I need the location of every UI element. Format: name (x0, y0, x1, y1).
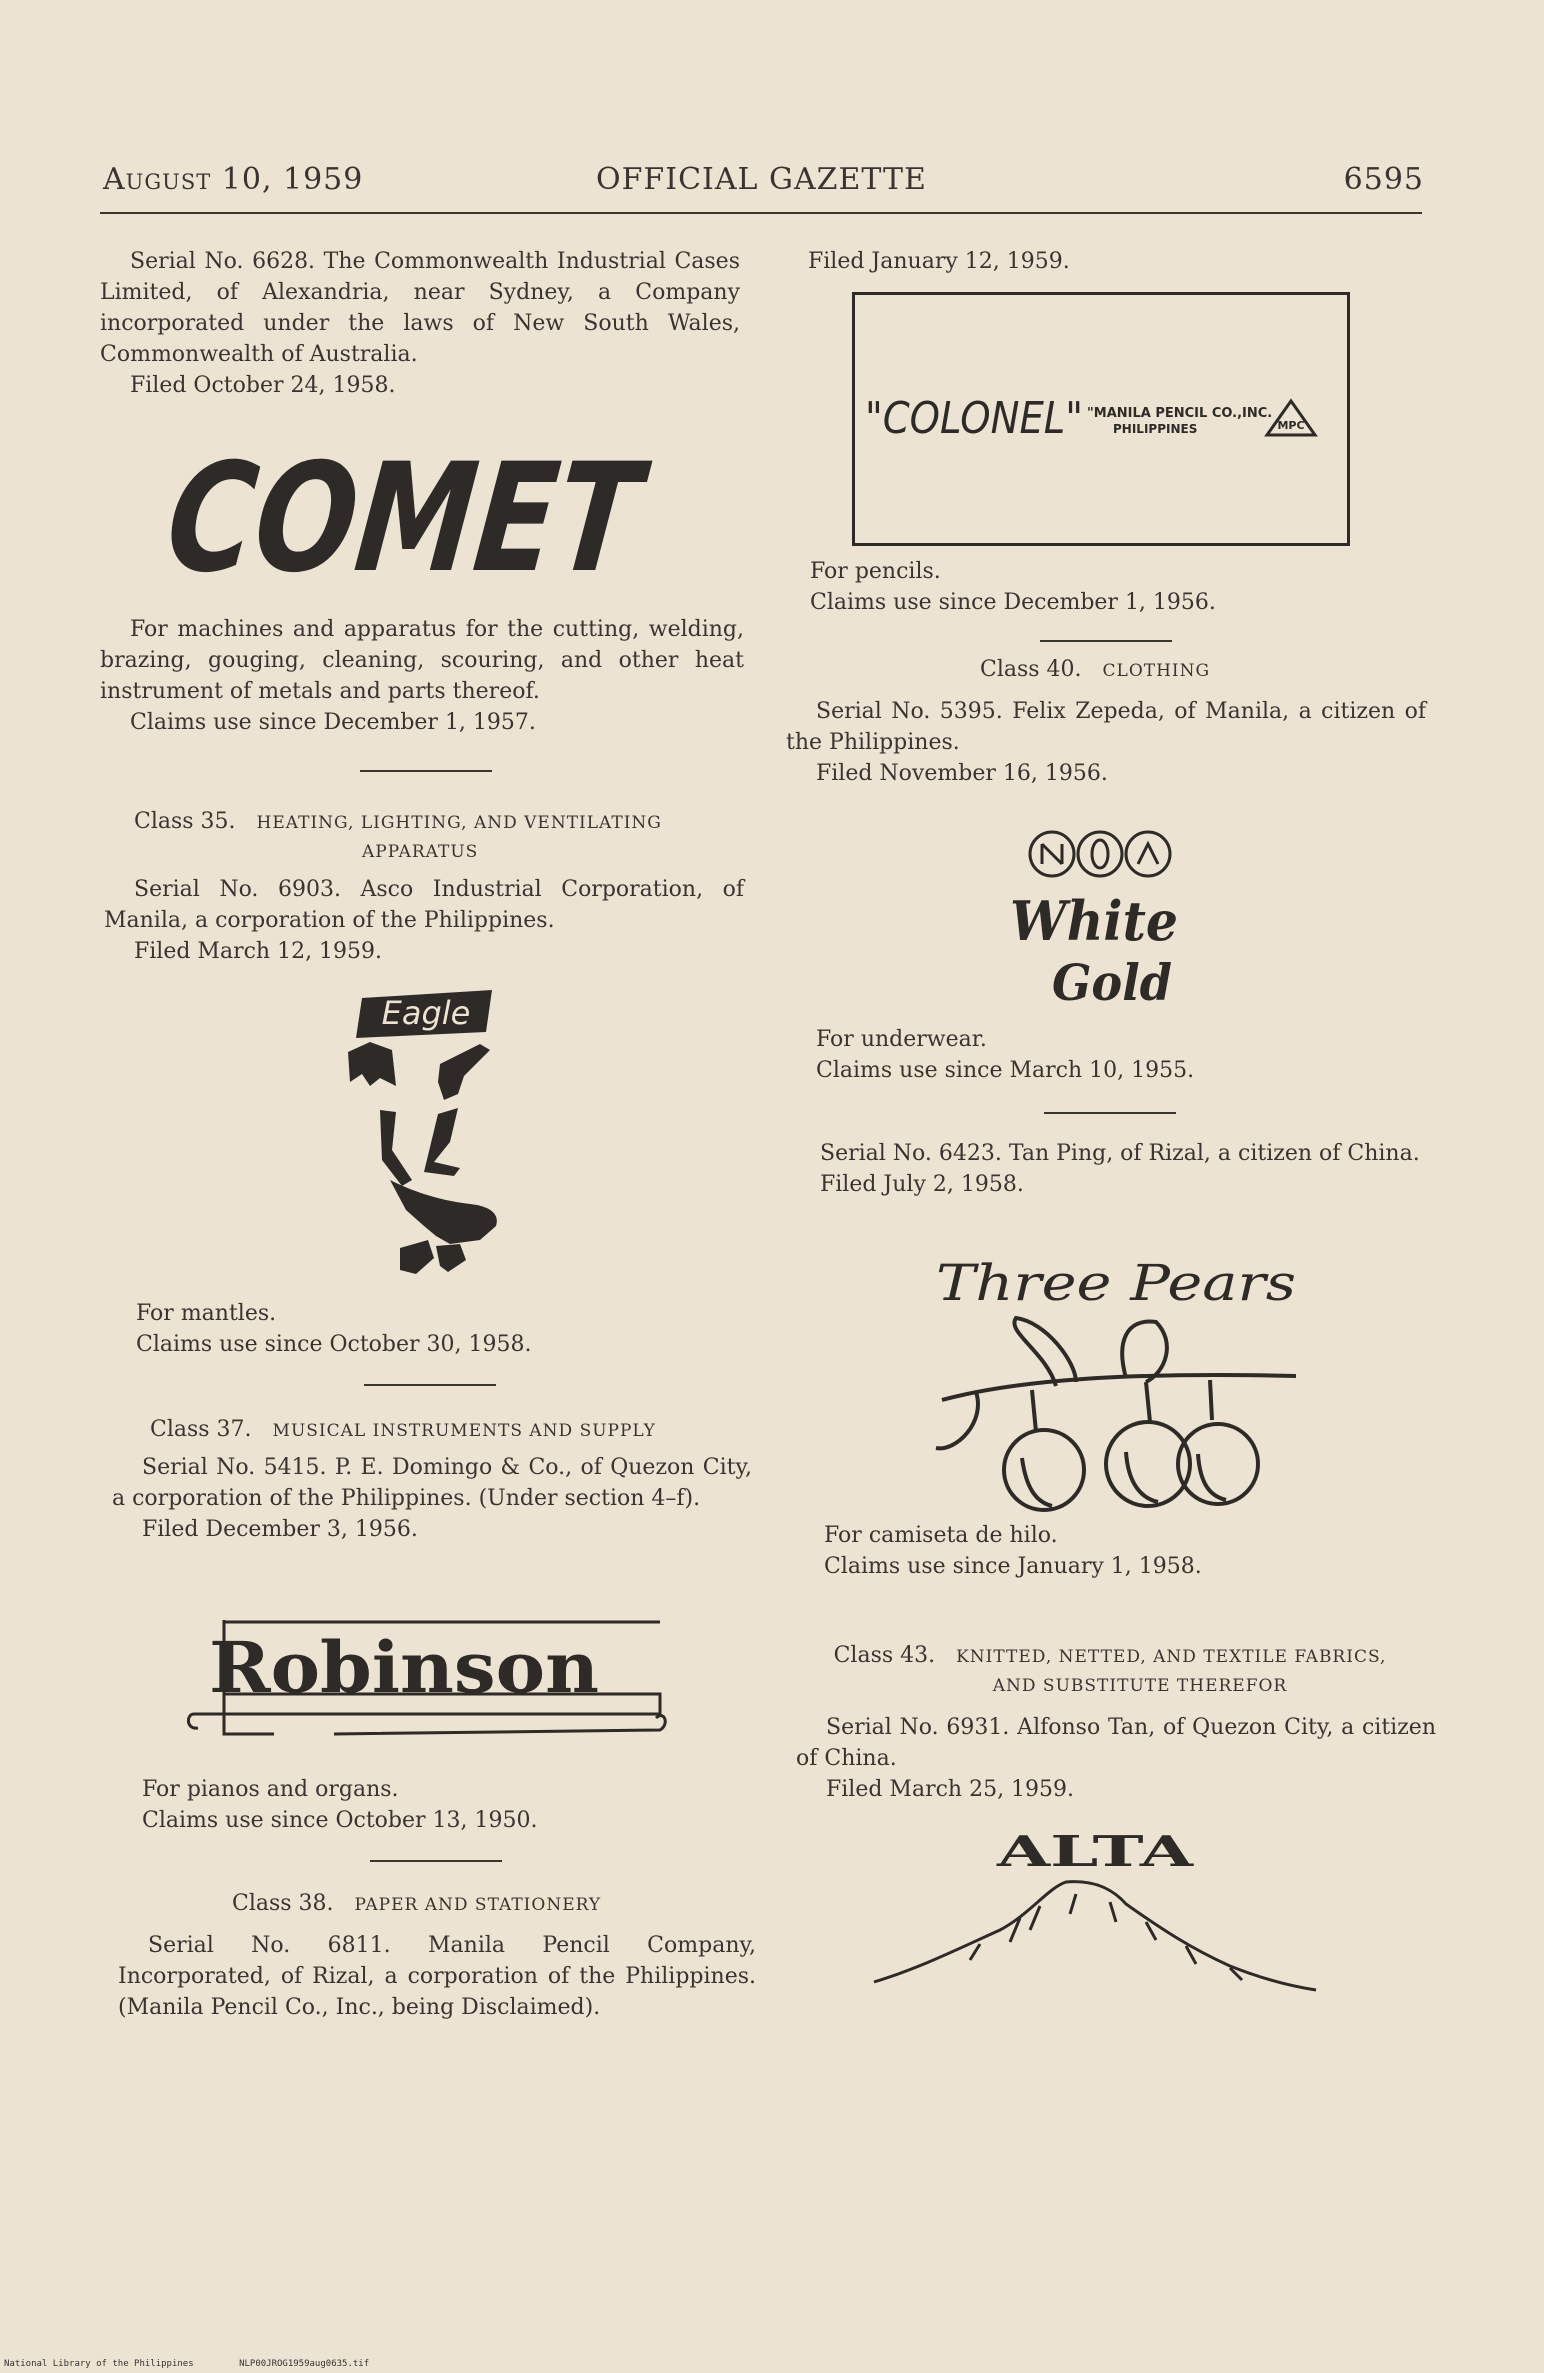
separator-rule (360, 770, 492, 772)
class43-title: KNITTED, NETTED, AND TEXTILE FABRICS, (956, 1647, 1387, 1667)
entry-eagle-description: For mantles. (136, 1301, 277, 1326)
entry-robinson-description: For pianos and organs. (142, 1777, 399, 1802)
threepears-mark-text: Three Pears (936, 1254, 1296, 1312)
colonel-mark-country: PHILIPPINES (1113, 422, 1198, 436)
class38-heading (232, 1888, 752, 1921)
entry-threepears-filed: Filed July 2, 1958. (820, 1172, 1024, 1197)
colonel-trademark (855, 295, 1347, 543)
whitegold-mark-text-white: White (1010, 889, 1178, 953)
separator-rule (364, 1384, 496, 1386)
colonel-trademark-box (852, 292, 1350, 546)
alta-mark-text: ALTA (995, 1827, 1196, 1876)
entry-threepears-desc (824, 1520, 1424, 1582)
entry-eagle-text (104, 874, 744, 967)
colonel-mark-logo: MPC (1277, 419, 1305, 432)
entry-robinson-serial: Serial No. 5415. P. E. Domingo & Co., of Quezon City, a corporation of the Philippines. (Under section 4–f). (112, 1455, 752, 1511)
header-title: OFFICIAL GAZETTE (596, 162, 927, 197)
class40-heading (980, 654, 1420, 687)
entry-alta-filed: Filed March 25, 1959. (826, 1777, 1075, 1802)
colonel-mark-company: "MANILA PENCIL CO.,INC. (1087, 406, 1273, 421)
entry-comet-desc (100, 614, 744, 738)
alta-trademark (870, 1818, 1320, 2008)
robinson-mark-text: Robinson (209, 1626, 599, 1709)
entry-whitegold-serial: Serial No. 5395. Felix Zepeda, of Manila, a citizen of the Philippines. (786, 699, 1426, 755)
class40-label: Class 40. (980, 657, 1082, 682)
entry-eagle-serial: Serial No. 6903. Asco Industrial Corporation, of Manila, a corporation of the Philippines. (104, 877, 744, 933)
whitegold-mark-text-gold: Gold (1052, 953, 1172, 1012)
entry-colonel-filed: Filed January 12, 1959. (808, 249, 1070, 274)
entry-whitegold-description: For underwear. (816, 1027, 987, 1052)
comet-mark-text: COMET (159, 431, 770, 606)
entry-comet-serial: Serial No. 6628. The Commonwealth Industrial Cases Limited, of Alexandria, near Sydney, a Company incorporated under the laws of New South Wales, Commonwealth of Australia. (100, 249, 740, 367)
footer-library: National Library of the Philippines (4, 2359, 194, 2369)
robinson-trademark (184, 1614, 670, 1744)
footer-file: NLP00JROG1959aug0635.tif (239, 2359, 370, 2369)
comet-trademark (159, 410, 770, 606)
entry-whitegold-claims: Claims use since March 10, 1955. (816, 1058, 1195, 1083)
entry-colonel-desc (810, 556, 1410, 618)
class37-title: MUSICAL INSTRUMENTS AND SUPPLY (272, 1421, 656, 1441)
class37-label: Class 37. (150, 1417, 252, 1442)
entry-threepears-text (790, 1138, 1428, 1200)
class35-heading (134, 806, 754, 865)
entry-robinson-claims: Claims use since October 13, 1950. (142, 1808, 538, 1833)
entry-eagle-claims: Claims use since October 30, 1958. (136, 1332, 532, 1357)
class43-label: Class 43. (833, 1643, 936, 1668)
threepears-trademark (926, 1252, 1306, 1512)
entry-alta-text (796, 1712, 1436, 1805)
entry-colonel-serial-block (118, 1930, 756, 2023)
eagle-trademark (340, 990, 530, 1280)
class35-title: HEATING, LIGHTING, AND VENTILATING (256, 813, 662, 833)
class43-heading (790, 1640, 1430, 1699)
class38-label: Class 38. (232, 1891, 334, 1916)
class35-label: Class 35. (134, 809, 236, 834)
header-date: August 10, 1959 (103, 162, 364, 197)
header-rule (100, 212, 1422, 214)
entry-comet-filed: Filed October 24, 1958. (130, 373, 396, 398)
entry-alta-serial: Serial No. 6931. Alfonso Tan, of Quezon City, a citizen of China. (796, 1715, 1436, 1771)
entry-colonel-serial: Serial No. 6811. Manila Pencil Company, Incorporated, of Rizal, a corporation of the Philippines. (Manila Pencil Co., Inc., being Disclaimed). (118, 1933, 756, 2020)
separator-rule (1044, 1112, 1176, 1114)
entry-colonel-filed-block (808, 246, 1408, 277)
entry-robinson-text (112, 1452, 752, 1545)
entry-colonel-description: For pencils. (810, 559, 941, 584)
entry-whitegold-desc (816, 1024, 1416, 1086)
entry-eagle-desc (136, 1298, 736, 1360)
class35-title-line2: APPARATUS (362, 842, 479, 862)
entry-threepears-description: For camiseta de hilo. (824, 1523, 1058, 1548)
colonel-mark-text: "COLONEL" (865, 393, 1083, 444)
entry-colonel-claims: Claims use since December 1, 1956. (810, 590, 1216, 615)
entry-eagle-filed: Filed March 12, 1959. (134, 939, 383, 964)
class37-heading (150, 1414, 750, 1447)
entry-comet-description: For machines and apparatus for the cutting, welding, brazing, gouging, cleaning, scouring, and other heat instrument of metals and parts thereof. (100, 617, 744, 704)
entry-robinson-desc (142, 1774, 742, 1836)
entry-comet-claims: Claims use since December 1, 1957. (130, 710, 536, 735)
scan-footer (4, 2359, 409, 2369)
separator-rule (1040, 640, 1172, 642)
entry-robinson-filed: Filed December 3, 1956. (142, 1517, 418, 1542)
entry-whitegold-text (786, 696, 1426, 789)
separator-rule (370, 1860, 502, 1862)
entry-threepears-claims: Claims use since January 1, 1958. (824, 1554, 1202, 1579)
entry-comet-text (100, 246, 740, 401)
header-page-number: 6595 (1343, 162, 1424, 197)
eagle-mark-text: Eagle (381, 994, 471, 1032)
class38-title: PAPER AND STATIONERY (354, 1895, 602, 1915)
entry-threepears-serial: Serial No. 6423. Tan Ping, of Rizal, a citizen of China. (820, 1141, 1420, 1166)
whitegold-trademark (1004, 822, 1204, 1012)
class43-title-line2: AND SUBSTITUTE THEREFOR (992, 1676, 1288, 1696)
class40-title: CLOTHING (1102, 661, 1211, 681)
entry-whitegold-filed: Filed November 16, 1956. (816, 761, 1108, 786)
